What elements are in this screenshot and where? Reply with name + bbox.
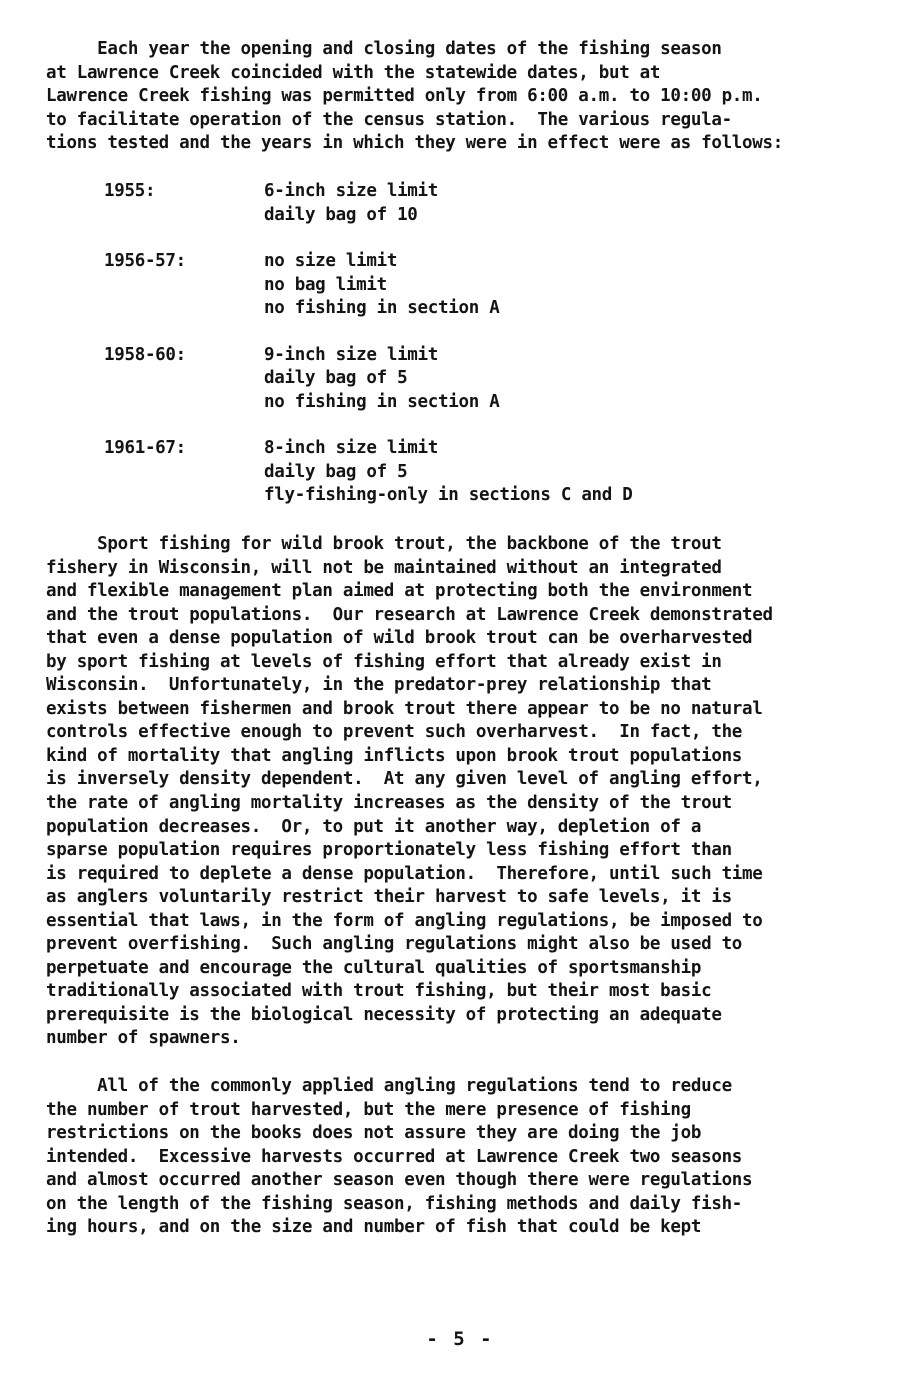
regulation-years: 1956-57: bbox=[104, 251, 186, 271]
regulation-item: 8-inch size limit bbox=[264, 438, 439, 458]
text-line: exists between fishermen and brook trout there appear to be no natural bbox=[46, 698, 763, 719]
text-line: fishery in Wisconsin, will not be maintained without an integrated bbox=[46, 557, 722, 578]
text-line: essential that laws, in the form of angling regulations, be imposed to bbox=[46, 910, 763, 931]
text-line: prevent overfishing. Such angling regulations might also be used to bbox=[46, 934, 743, 955]
regulation-item: no size limit bbox=[264, 251, 398, 271]
regulation-years: 1955: bbox=[104, 181, 156, 201]
text-line: and the trout populations. Our research at Lawrence Creek demonstrated bbox=[46, 604, 773, 625]
text-line: population decreases. Or, to put it another way, depletion of a bbox=[46, 816, 702, 837]
regulation-items bbox=[264, 250, 499, 321]
text-line: All of the commonly applied angling regulations tend to reduce bbox=[46, 1076, 732, 1096]
text-line: Lawrence Creek fishing was permitted only from 6:00 a.m. to 10:00 p.m. bbox=[46, 86, 763, 107]
regulation-item: daily bag of 5 bbox=[264, 368, 408, 388]
text-line: Wisconsin. Unfortunately, in the predator-prey relationship that bbox=[46, 675, 712, 696]
regulation-item: 9-inch size limit bbox=[264, 344, 439, 365]
text-line: is inversely density dependent. At any given level of angling effort, bbox=[46, 769, 763, 790]
regulations-paragraph bbox=[46, 1075, 906, 1240]
regulation-entry bbox=[104, 344, 920, 415]
text-line: intended. Excessive harvests occurred at Lawrence Creek two seasons bbox=[46, 1146, 743, 1167]
regulation-items bbox=[264, 344, 499, 415]
text-line: restrictions on the books does not assure they are doing the job bbox=[46, 1123, 702, 1144]
regulation-item: fly-fishing-only in sections C and D bbox=[264, 485, 633, 505]
regulation-entry bbox=[104, 437, 920, 508]
intro-paragraph bbox=[46, 38, 906, 156]
text-line: at Lawrence Creek coincided with the statewide dates, but at bbox=[46, 62, 661, 83]
regulation-years: 1961-67: bbox=[104, 438, 186, 458]
text-line: controls effective enough to prevent such overharvest. In fact, the bbox=[46, 722, 743, 743]
text-line: and flexible management plan aimed at protecting both the environment bbox=[46, 581, 753, 602]
regulation-items bbox=[264, 180, 438, 227]
text-line: sparse population requires proportionately less fishing effort than bbox=[46, 840, 732, 861]
regulation-item: daily bag of 5 bbox=[264, 461, 408, 482]
text-line: the rate of angling mortality increases as the density of the trout bbox=[46, 793, 732, 814]
regulation-item: no bag limit bbox=[264, 274, 387, 295]
text-line: by sport fishing at levels of fishing effort that already exist in bbox=[46, 651, 722, 672]
regulation-item: daily bag of 10 bbox=[264, 204, 418, 225]
text-line: tions tested and the years in which they were in effect were as follows: bbox=[46, 133, 783, 154]
page-number: - 5 - bbox=[426, 1328, 494, 1350]
regulations-list bbox=[104, 180, 920, 531]
text-line: to facilitate operation of the census station. The various regula- bbox=[46, 109, 732, 130]
text-line: ing hours, and on the size and number of fish that could be kept bbox=[46, 1217, 702, 1238]
text-line: as anglers voluntarily restrict their harvest to safe levels, it is bbox=[46, 887, 732, 908]
text-line: that even a dense population of wild brook trout can be overharvested bbox=[46, 628, 753, 649]
regulation-entry bbox=[104, 180, 920, 227]
text-line: kind of mortality that angling inflicts upon brook trout populations bbox=[46, 745, 743, 766]
text-line: the number of trout harvested, but the mere presence of fishing bbox=[46, 1099, 691, 1120]
text-line: traditionally associated with trout fishing, but their most basic bbox=[46, 981, 712, 1002]
regulation-years: 1958-60: bbox=[104, 344, 186, 365]
text-line: is required to deplete a dense population. Therefore, until such time bbox=[46, 863, 763, 884]
regulation-item: no fishing in section A bbox=[264, 298, 500, 318]
text-line: and almost occurred another season even though there were regulations bbox=[46, 1170, 753, 1191]
regulation-entry bbox=[104, 250, 920, 321]
regulation-item: 6-inch size limit bbox=[264, 181, 439, 201]
text-line: Each year the opening and closing dates of the fishing season bbox=[46, 39, 722, 59]
text-line: perpetuate and encourage the cultural qualities of sportsmanship bbox=[46, 957, 702, 978]
text-line: on the length of the fishing season, fishing methods and daily fish- bbox=[46, 1193, 743, 1214]
regulation-items bbox=[264, 437, 633, 508]
text-line: Sport fishing for wild brook trout, the backbone of the trout bbox=[46, 534, 722, 554]
text-line: prerequisite is the biological necessity of protecting an adequate bbox=[46, 1004, 722, 1025]
management-paragraph bbox=[46, 533, 906, 1051]
text-line: number of spawners. bbox=[46, 1028, 241, 1049]
regulation-item: no fishing in section A bbox=[264, 391, 500, 412]
